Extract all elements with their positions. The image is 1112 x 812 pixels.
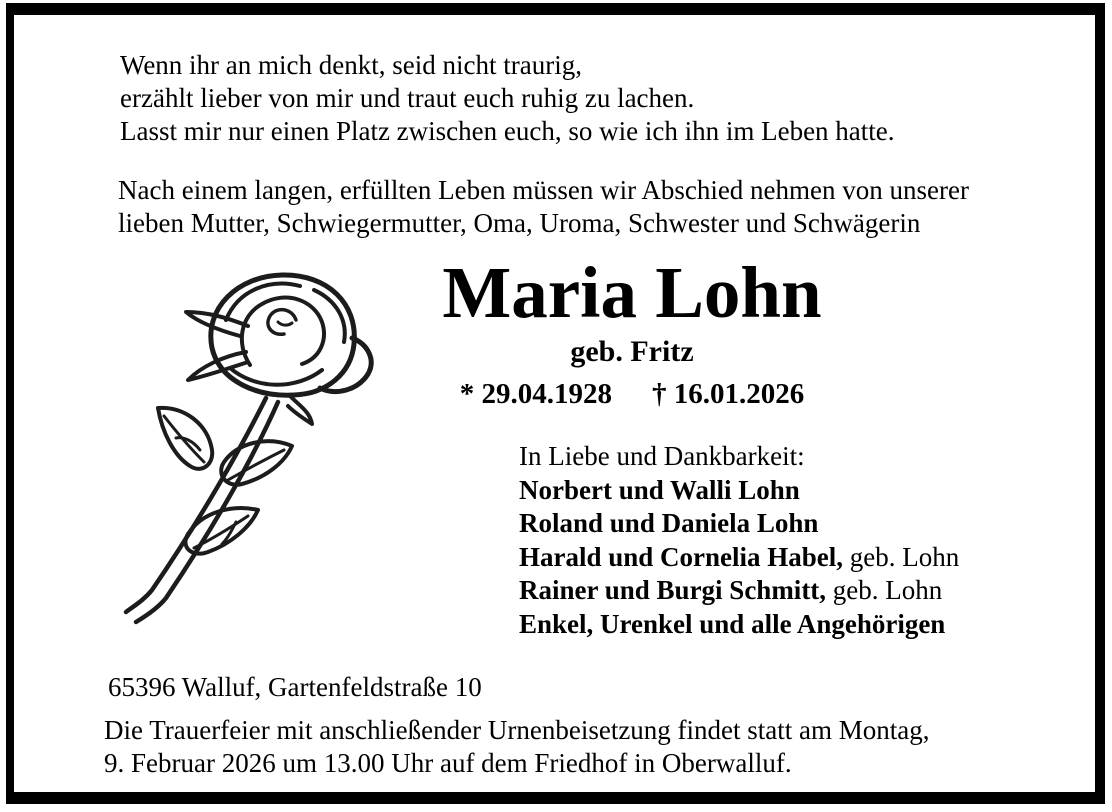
deceased-header	[430, 252, 834, 410]
verse-line: Lasst mir nur einen Platz zwischen euch, so wie ich ihn im Leben hatte.	[120, 116, 895, 146]
mourner-suffix: geb. Lohn	[826, 575, 943, 605]
funeral-line: 9. Februar 2026 um 13.00 Uhr auf dem Friedhof in Oberwalluf.	[104, 747, 792, 778]
address: 65396 Walluf, Gartenfeldstraße 10	[108, 672, 482, 702]
funeral-line: Die Trauerfeier mit anschließender Urnenbeisetzung findet statt am Montag,	[104, 715, 930, 745]
life-dates	[430, 380, 834, 409]
mourner-names: Rainer und Burgi Schmitt,	[519, 575, 827, 605]
mourner-names: Roland und Daniela Lohn	[519, 508, 819, 538]
mourner-names: Norbert und Walli Lohn	[519, 474, 800, 505]
mourner-line	[519, 608, 959, 642]
intro-line: lieben Mutter, Schwiegermutter, Oma, Uroma, Schwester und Schwägerin	[118, 208, 921, 238]
mourner-line	[519, 474, 959, 508]
mourner-suffix: geb. Lohn	[843, 541, 960, 572]
death-date: † 16.01.2026	[652, 378, 805, 410]
deceased-name: Maria Lohn	[442, 252, 822, 333]
mourner-line	[519, 541, 959, 575]
maiden-name: geb. Fritz	[570, 335, 694, 368]
verse-line: Wenn ihr an mich denkt, seid nicht traurig,	[120, 50, 582, 80]
mourners-list	[519, 440, 959, 641]
opening-verse	[120, 49, 895, 148]
mourner-names: Enkel, Urenkel und alle Angehörigen	[519, 608, 946, 639]
intro-text	[118, 174, 969, 240]
mourner-line	[519, 574, 959, 608]
funeral-info	[104, 714, 930, 779]
birth-date: * 29.04.1928	[459, 378, 612, 410]
verse-line: erzählt lieber von mir und traut euch ruhig zu lachen.	[120, 83, 695, 113]
mourner-line	[519, 507, 959, 541]
dedication-line: In Liebe und Dankbarkeit:	[519, 441, 805, 471]
rose-icon	[100, 260, 420, 660]
rose-line-art-svg	[100, 260, 420, 660]
intro-line: Nach einem langen, erfüllten Leben müssen wir Abschied nehmen von unserer	[118, 175, 969, 205]
mourner-names: Harald und Cornelia Habel,	[519, 541, 844, 572]
